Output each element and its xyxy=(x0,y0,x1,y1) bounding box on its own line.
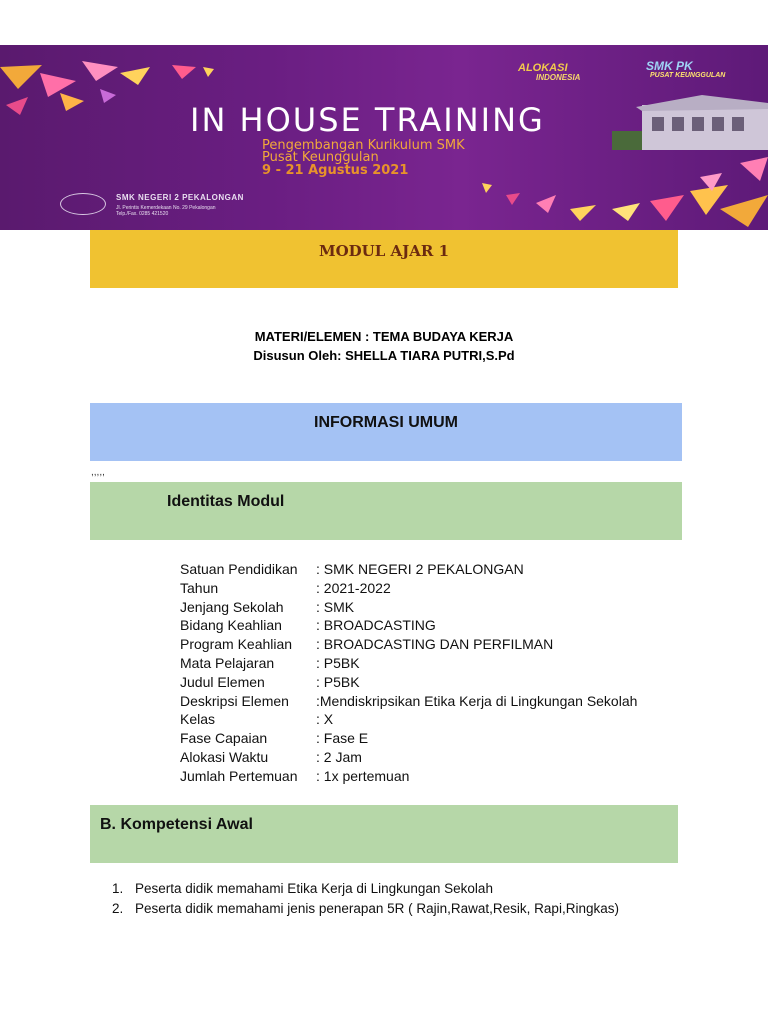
school-seal-icon xyxy=(60,193,106,215)
logo-alokasi: ALOKASI INDONESIA xyxy=(518,62,581,82)
row-value: : 2 Jam xyxy=(316,748,362,765)
logo-smk-pk: SMK PK PUSAT KEUNGGULAN xyxy=(646,59,726,79)
list-number: 1. xyxy=(112,881,124,896)
kompetensi-awal-box xyxy=(90,805,678,863)
row-value: : X xyxy=(316,711,334,728)
row-label: Deskripsi Elemen xyxy=(180,692,289,709)
row-label: Jumlah Pertemuan xyxy=(180,767,298,784)
school-phone: Telp./Fax. 0285 421520 xyxy=(116,211,169,217)
row-label: Judul Elemen xyxy=(180,673,265,690)
row-value: : P5BK xyxy=(316,673,360,690)
banner-date: 9 - 21 Agustus 2021 xyxy=(262,163,409,178)
row-label: Alokasi Waktu xyxy=(180,748,269,765)
informasi-umum-box xyxy=(90,403,682,461)
row-label: Satuan Pendidikan xyxy=(180,561,298,577)
row-label: Mata Pelajaran xyxy=(180,654,275,671)
row-value: : 2021-2022 xyxy=(316,579,391,596)
school-name: SMK NEGERI 2 PEKALONGAN xyxy=(116,193,244,202)
row-label: Program Keahlian xyxy=(180,636,293,653)
list-number: 2. xyxy=(112,900,124,916)
identitas-modul-box xyxy=(90,482,682,540)
row-label: Tahun xyxy=(180,579,219,596)
row-value: : SMK xyxy=(316,598,355,615)
informasi-umum-title: INFORMASI UMUM xyxy=(314,414,458,431)
row-label: Kelas xyxy=(180,711,216,728)
author-line: Disusun Oleh: SHELLA TIARA PUTRI,S.Pd xyxy=(253,348,515,363)
stray-commas: ,,,,, xyxy=(91,467,105,478)
banner-title: IN HOUSE TRAINING xyxy=(190,101,545,139)
list-text: Peserta didik memahami jenis penerapan 5R ( Rajin,Rawat,Resik, Rapi,Ringkas) xyxy=(135,900,619,916)
school-building-image xyxy=(612,95,768,150)
row-value: : 1x pertemuan xyxy=(316,767,410,784)
modul-title: MODUL AJAR 1 xyxy=(318,242,450,260)
school-address: Jl. Perintis Kemerdekaan No. 29 Pekalongan xyxy=(116,205,216,211)
banner-subtitle-2: Pusat Keunggulan xyxy=(262,150,379,165)
modul-title-box xyxy=(90,230,678,288)
identitas-modul-title: Identitas Modul xyxy=(167,493,285,510)
row-value: : BROADCASTING xyxy=(316,617,436,634)
row-value: : Fase E xyxy=(316,730,369,747)
row-value: :Mendiskripsikan Etika Kerja di Lingkungan Sekolah xyxy=(316,692,638,709)
header-banner xyxy=(0,45,768,230)
list-text: Peserta didik memahami Etika Kerja di Lingkungan Sekolah xyxy=(135,881,493,896)
row-value: : P5BK xyxy=(316,654,360,671)
materi-line: MATERI/ELEMEN : TEMA BUDAYA KERJA xyxy=(254,329,514,344)
row-value: : SMK NEGERI 2 PEKALONGAN xyxy=(316,561,524,577)
row-label: Bidang Keahlian xyxy=(180,617,282,634)
row-label: Fase Capaian xyxy=(180,730,268,747)
row-label: Jenjang Sekolah xyxy=(180,598,284,615)
banner-subtitle: Pengembangan Kurikulum SMK xyxy=(262,138,465,153)
kompetensi-awal-title: B. Kompetensi Awal xyxy=(100,816,253,833)
row-value: : BROADCASTING DAN PERFILMAN xyxy=(316,636,554,653)
